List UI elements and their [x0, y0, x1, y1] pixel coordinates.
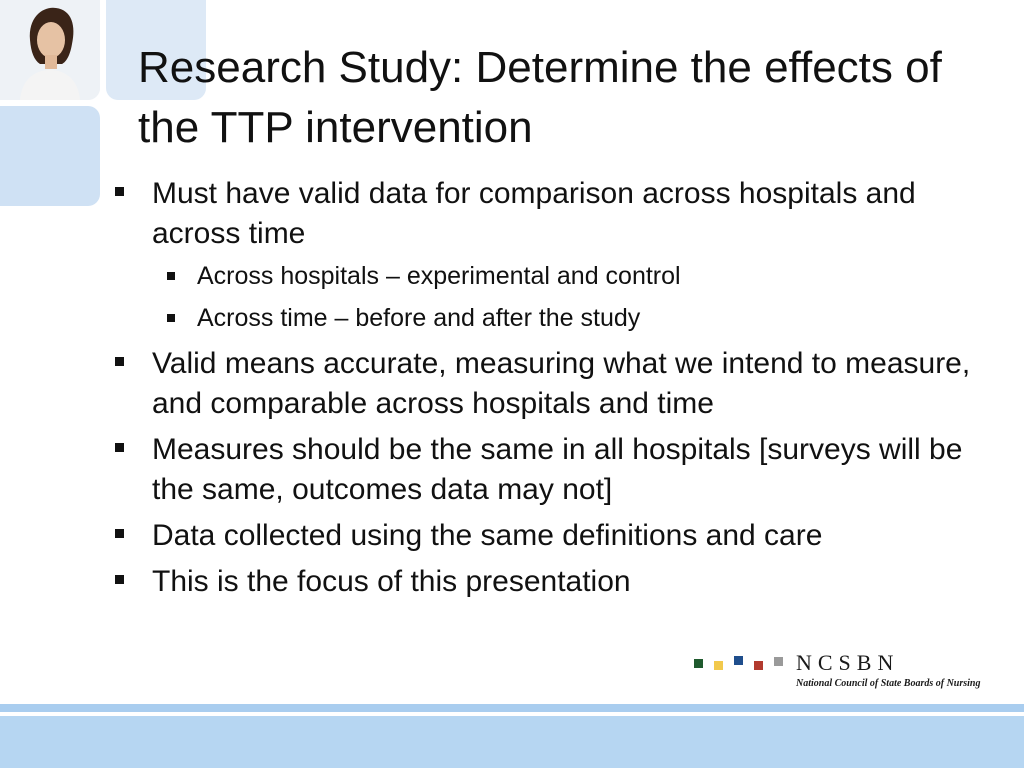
bullet-text: Data collected using the same definitions and care [152, 519, 823, 552]
bullet-square-icon [115, 187, 124, 196]
presenter-photo [0, 0, 100, 100]
logo-square-green [694, 659, 703, 668]
decorative-tile [0, 106, 100, 206]
logo-subtitle: National Council of State Boards of Nursing [796, 678, 981, 689]
bullet-square-icon [115, 443, 124, 452]
bullet-square-icon [115, 357, 124, 366]
bullet-item [112, 562, 992, 602]
sub-bullet-item [112, 302, 992, 334]
bullet-square-icon [115, 529, 124, 538]
sub-bullet-item [112, 260, 992, 292]
bullet-text: This is the focus of this presentation [152, 565, 631, 598]
logo-square-gray [774, 657, 783, 666]
logo-square-blue [734, 656, 743, 665]
bullet-item [112, 516, 992, 556]
bullet-list [112, 174, 992, 608]
bullet-text: Across hospitals – experimental and control [197, 262, 681, 290]
ncsbn-logo [690, 650, 990, 700]
slide-title: Research Study: Determine the effects of the TTP intervention [138, 43, 942, 152]
footer-band [0, 716, 1024, 768]
footer-band-line [0, 704, 1024, 712]
logo-wordmark: NCSBN [796, 650, 900, 675]
bullet-item [112, 174, 992, 254]
bullet-square-icon [167, 314, 175, 322]
bullet-text: Measures should be the same in all hospitals [surveys will be the same, outcomes data may not] [152, 433, 963, 506]
logo-square-red [754, 661, 763, 670]
bullet-text: Must have valid data for comparison across hospitals and across time [152, 177, 916, 250]
bullet-item [112, 430, 992, 510]
bullet-square-icon [115, 575, 124, 584]
bullet-text: Across time – before and after the study [197, 304, 641, 332]
bullet-item [112, 344, 992, 424]
bullet-square-icon [167, 272, 175, 280]
bullet-text: Valid means accurate, measuring what we intend to measure, and comparable across hospitals and time [152, 347, 971, 420]
logo-square-yellow [714, 661, 723, 670]
